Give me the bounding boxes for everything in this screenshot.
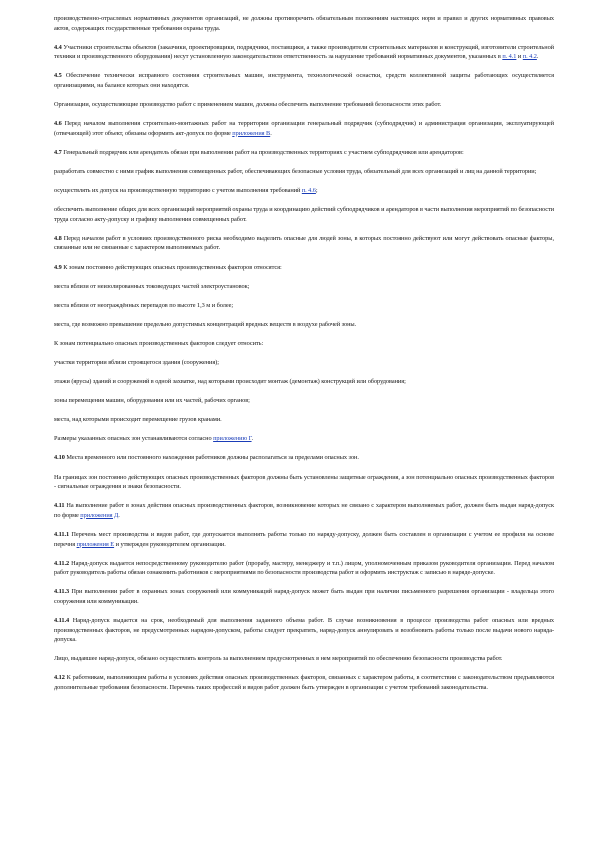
clause-number: 4.9 [54,263,62,271]
clause-number: 4.6 [54,120,62,128]
paragraph-4-7 [54,148,554,158]
paragraph-4-12 [54,673,554,692]
clause-number: 4.8 [54,234,62,242]
paragraph-text: На выполнение работ в зонах действия опасных производственных факторов, возникновение которых не связано с характером выполняемых работ, должен быть выдан наряд-допуск по форме [54,502,554,519]
paragraph-text: ; [315,187,318,195]
paragraph-4-6 [54,119,554,138]
clause-number: 4.10 [54,454,65,462]
link-clause-4-1[interactable]: п. 4.1 [502,53,517,61]
paragraph-text: и [516,53,523,61]
link-appendix-e[interactable]: приложения Е [76,540,115,548]
paragraph-text: Наряд-допуск выдается на срок, необходимый для выполнения заданного объема работ. В случае возникновения в процессе производства работ опасных или вредных производственных факторов, не предусмотренных нарядом-допуском, работы следует прекратить, наряд-допуск аннулировать и возобновить работы только после выдачи нового наряда-допуска. [54,616,554,644]
paragraph-text: места вблизи от неограждённых перепадов по высоте 1,3 м и более; [54,301,234,309]
paragraph [54,167,554,177]
paragraph [54,301,554,311]
paragraph-text: К зонам постоянно действующих опасных производственных факторов относятся: [61,263,282,271]
paragraph-text: При выполнении работ в охранных зонах сооружений или коммуникаций наряд-допуск может быть выдан при наличии письменного разрешения организации - владельца этого сооружения или коммуникации. [54,588,554,605]
paragraph-4-11-2 [54,559,554,578]
clause-number: 4.12 [54,674,65,682]
clause-number: 4.11.1 [54,530,70,538]
paragraph-text: Участники строительства объектов (заказчики, проектировщики, подрядчики, поставщики, а также производители строительных материалов и конструкций, изготовители строительной техники и производственного оборудования) несут установленную законодательством ответственность за нарушение требований нормативных документов, указанных в [54,43,554,61]
paragraph [54,473,554,492]
paragraph [54,205,554,224]
clause-number: 4.11 [54,502,65,510]
paragraph-text: Перед началом работ в условиях производственного риска необходимо выделить опасные для людей зоны, в которых постоянно действуют или могут действовать опасные факторы, связанные или не связанные с характером выполняемых работ. [54,234,554,252]
paragraph [54,415,554,425]
paragraph-text: Перед началом выполнения строительно-монтажных работ на территории организации генеральный подрядчик (субподрядчик) и администрация организации, эксплуатирующей (отвечающей) этот объект, обязаны оформить акт-допуск по форме [54,120,554,137]
paragraph [54,339,554,349]
clause-number: 4.11.4 [54,616,70,624]
paragraph [54,320,554,330]
document-page [54,14,554,702]
paragraph-text: . [536,53,539,61]
paragraph-text: Лицо, выдавшее наряд-допуск, обязано осуществлять контроль за выполнением предусмотренных в нем мероприятий по обеспечению безопасности производства работ. [54,655,503,663]
clause-number: 4.4 [54,43,62,51]
paragraph-text: и утвержден руководителем организации. [114,540,226,548]
clause-number: 4.7 [54,148,62,156]
paragraph-4-8 [54,234,554,253]
paragraph-text: этажи (ярусы) зданий и сооружений в одной захватке, над которыми происходит монтаж (демонтаж) конструкций или оборудования; [54,378,406,386]
paragraph-4-9 [54,263,554,273]
link-clause-4-6[interactable]: п. 4.6 [301,187,316,195]
paragraph-text: производственно-отраслевых нормативных документов организаций, не должны противоречить обязательным положениям настоящих норм и правил и других нормативных правовых актов, содержащих государственные требования охраны труда. [54,15,554,32]
paragraph-text: . [270,129,272,137]
paragraph-4-5 [54,71,554,90]
link-appendix-g[interactable]: приложению Г [213,435,252,443]
paragraph-text: зоны перемещения машин, оборудования или их частей, рабочих органов; [54,397,250,405]
paragraph [54,434,554,444]
paragraph [54,186,554,196]
paragraph [54,100,554,110]
paragraph-text: . [251,435,254,443]
paragraph [54,282,554,292]
clause-number: 4.5 [54,72,62,80]
paragraph-text: Обеспечение технически исправного состояния строительных машин, инструмента, технологической оснастки, средств коллективной защиты работающих осуществляется организациями, на балансе которых они находятся. [54,72,554,89]
paragraph [54,377,554,387]
link-appendix-d[interactable]: приложения Д [80,511,119,519]
paragraph-4-11-4 [54,616,554,645]
paragraph-4-4 [54,43,554,62]
paragraph-text: места вблизи от неизолированных токоведущих частей электроустановок; [54,282,250,290]
paragraph-text: К работникам, выполняющим работы в условиях действия опасных производственных факторов, связанных с характером работы, в соответствии с законодательством предъявляются дополнительные требования безопасности. Перечень таких профессий и видов работ должен быть утвержден в организации с учетом требований законодательства. [54,674,554,691]
paragraph-text: участки территории вблизи строящегося здания (сооружения); [54,358,219,366]
link-clause-4-2[interactable]: п. 4.2 [522,53,537,61]
paragraph-4-11-3 [54,587,554,606]
paragraph [54,14,554,33]
paragraph-text: На границах зон постоянно действующих опасных производственных факторов должны быть установлены защитные ограждения, а зон потенциально опасных производственных факторов - сигнальные ограждения и знаки безопасности. [54,473,554,491]
paragraph [54,396,554,406]
paragraph [54,654,554,664]
paragraph-text: Перечень мест производства и видов работ, где допускается выполнять работы только по наряду-допуску, должен быть составлен в организации с учетом ее профиля на основе перечня [54,530,554,548]
paragraph-text: Генеральный подрядчик или арендатель обязан при выполнении работ на производственных территориях с участием субподрядчиков или арендаторов: [61,148,464,156]
paragraph-text: обеспечить выполнение общих для всех организаций мероприятий охраны труда и координацию действий субподрядчиков и арендаторов в части выполнения мероприятий по безопасности труда согласно акту-допуску и графику выполнения совмещенных работ. [54,206,554,223]
clause-number: 4.11.3 [54,588,70,596]
paragraph-text: места, где возможно превышение предельно допустимых концентраций вредных веществ в воздухе рабочей зоны. [54,320,357,328]
link-appendix-v[interactable]: приложения В [232,129,271,137]
paragraph-text: места, над которыми происходит перемещение грузов кранами. [54,416,222,424]
paragraph-text: К зонам потенциально опасных производственных факторов следует относить: [54,339,264,347]
paragraph [54,358,554,368]
paragraph-4-10 [54,453,554,463]
clause-number: 4.11.2 [54,559,70,567]
paragraph-text: Места временного или постоянного нахождения работников должны располагаться за пределами опасных зон. [64,454,359,462]
paragraph-text: Размеры указанных опасных зон устанавливаются согласно [54,435,214,443]
paragraph-text: Организации, осуществляющие производство работ с применением машин, должны обеспечить выполнение требований безопасности этих работ. [54,101,442,109]
paragraph-text: . [118,511,120,519]
paragraph-4-11 [54,501,554,520]
paragraph-text: осуществлять их допуск на производственную территорию с учетом выполнения требований [54,187,302,195]
paragraph-4-11-1 [54,530,554,549]
paragraph-text: Наряд-допуск выдается непосредственному руководителю работ (прорабу, мастеру, менеджеру и т.п.) лицом, уполномоченным приказом руководителя организации. Перед началом работ руководитель работы обязан ознакомить работников с мероприятиями по безопасности производства работ и оформить инструктаж с записью в наряде-допуске. [54,559,554,577]
paragraph-text: разработать совместно с ними график выполнения совмещенных работ, обеспечивающих безопасные условия труда, обязательный для всех организаций и лиц на данной территории; [54,167,537,175]
